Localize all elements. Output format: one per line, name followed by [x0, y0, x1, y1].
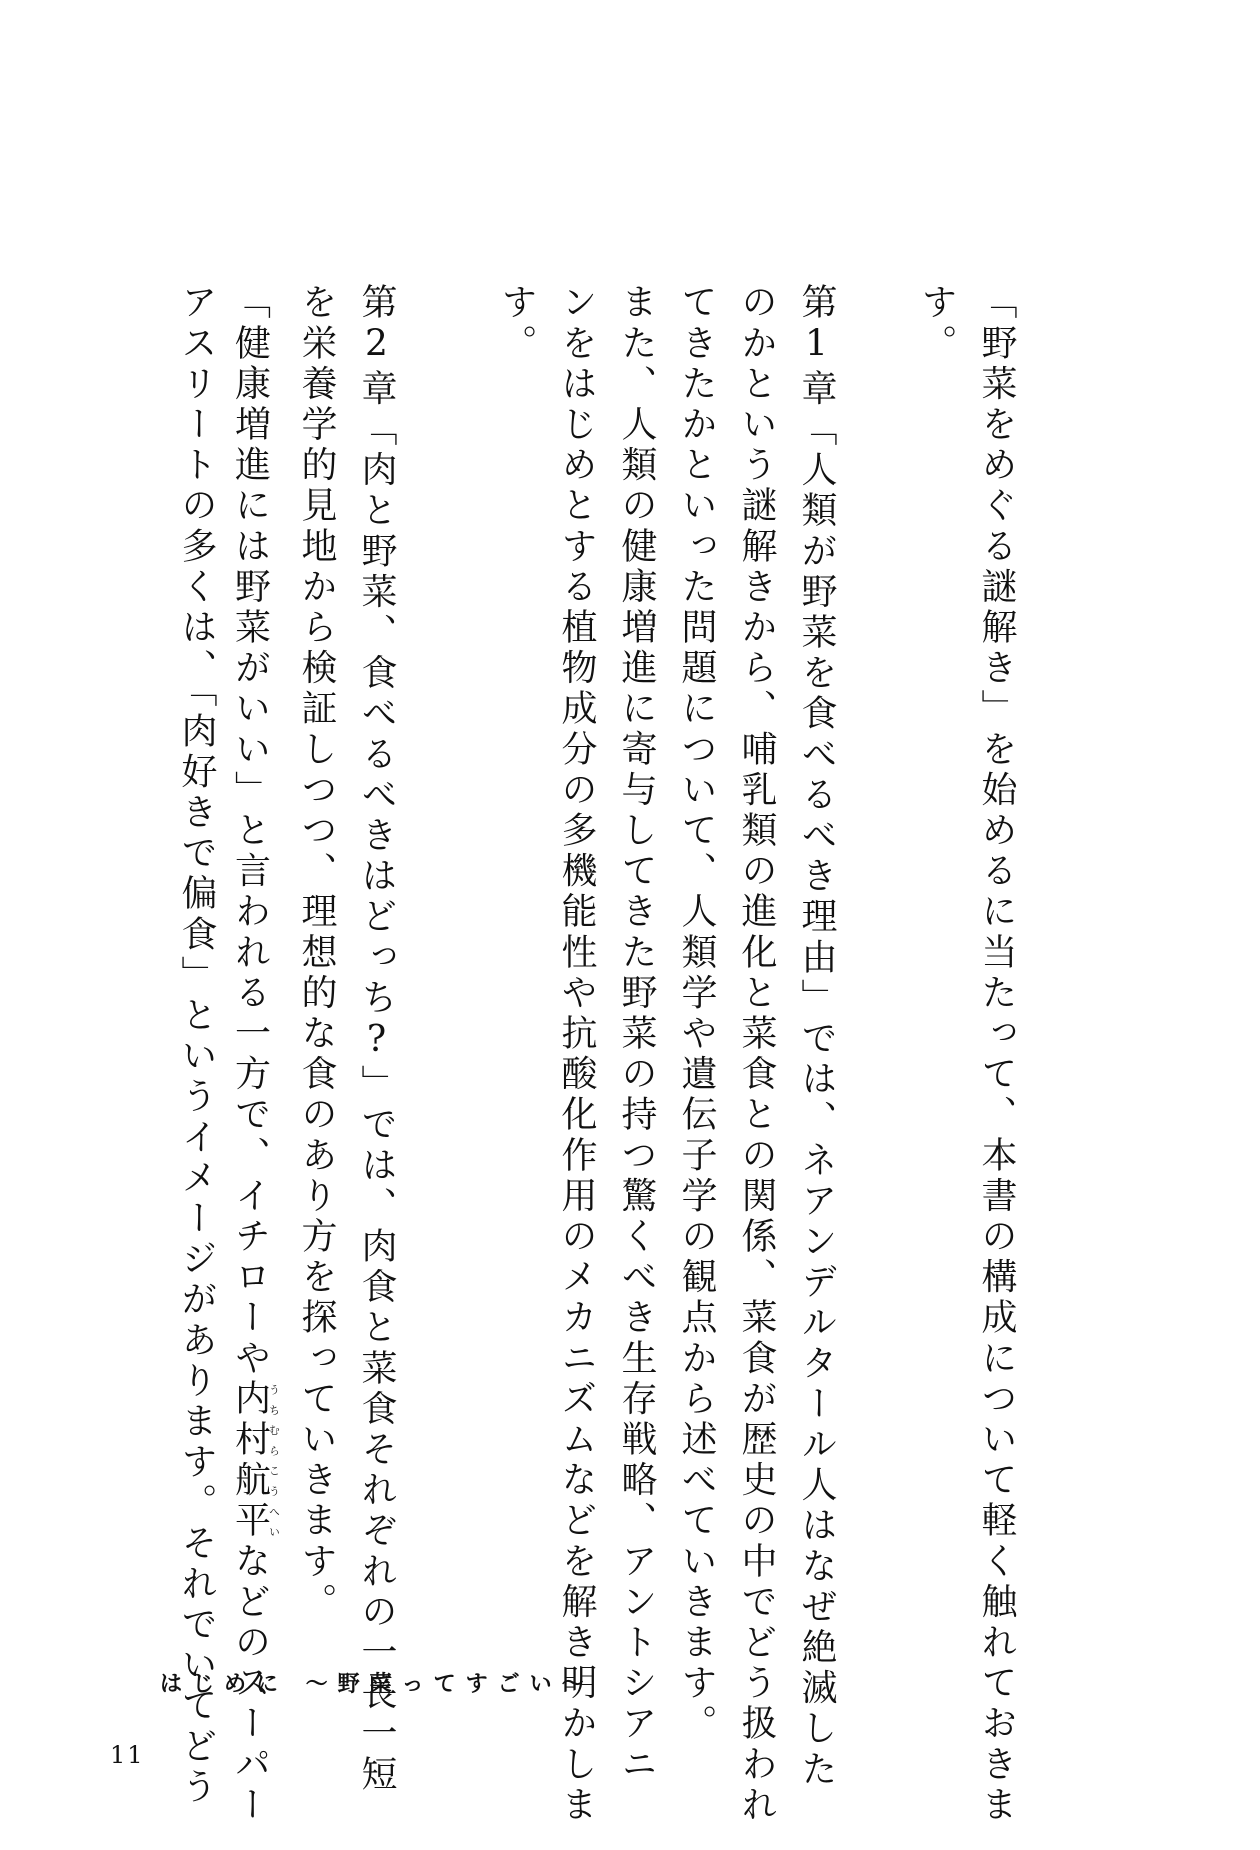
ruby-reading: うちむらこうへい: [267, 1379, 281, 1542]
ruby-annotation: [229, 1379, 281, 1542]
text-column: てきたかといった問題について、人類学や遺伝子学の観点から述べていきます。: [676, 283, 717, 1745]
text-column-with-ruby: [229, 283, 281, 1826]
text-column: 第1章「人類が野菜を食べるべき理由」では、ネアンデルタール人はなぜ絶滅した: [796, 283, 837, 1791]
running-chapter-title: はじめに 〜野菜ってすごい〜: [160, 1672, 594, 1697]
text-column: す。: [496, 283, 537, 365]
text-column: す。: [916, 283, 957, 365]
text-column: 第2章「肉と野菜、食べるべきはどっち?」では、肉食と菜食それぞれの一長一短: [356, 283, 397, 1796]
ruby-line-before: 「健康増進には野菜がいい」と言われる一方で、イチローや: [229, 283, 271, 1380]
text-column: を栄養学的見地から検証しつつ、理想的な食のあり方を探っていきます。: [296, 283, 337, 1623]
text-column: 「野菜をめぐる謎解き」を始めるに当たって、本書の構成について軽く触れておきま: [976, 283, 1017, 1826]
text-column: のかという謎解きから、哺乳類の進化と菜食との関係、菜食が歴史の中でどう扱われ: [736, 283, 777, 1826]
ruby-base: 内村航平: [229, 1379, 271, 1542]
text-column: また、人類の健康増進に寄与してきた野菜の持つ驚くべき生存戦略、アントシアニ: [616, 283, 657, 1786]
text-column: ンをはじめとする植物成分の多機能性や抗酸化作用のメカニズムなどを解き明かしま: [556, 283, 597, 1826]
ruby-line-after: などのスーパー: [229, 1541, 271, 1826]
page-number: 11: [110, 1741, 145, 1769]
text-column: アスリートの多くは、「肉好きで偏食」というイメージがあります。それでいてどう: [176, 283, 217, 1808]
